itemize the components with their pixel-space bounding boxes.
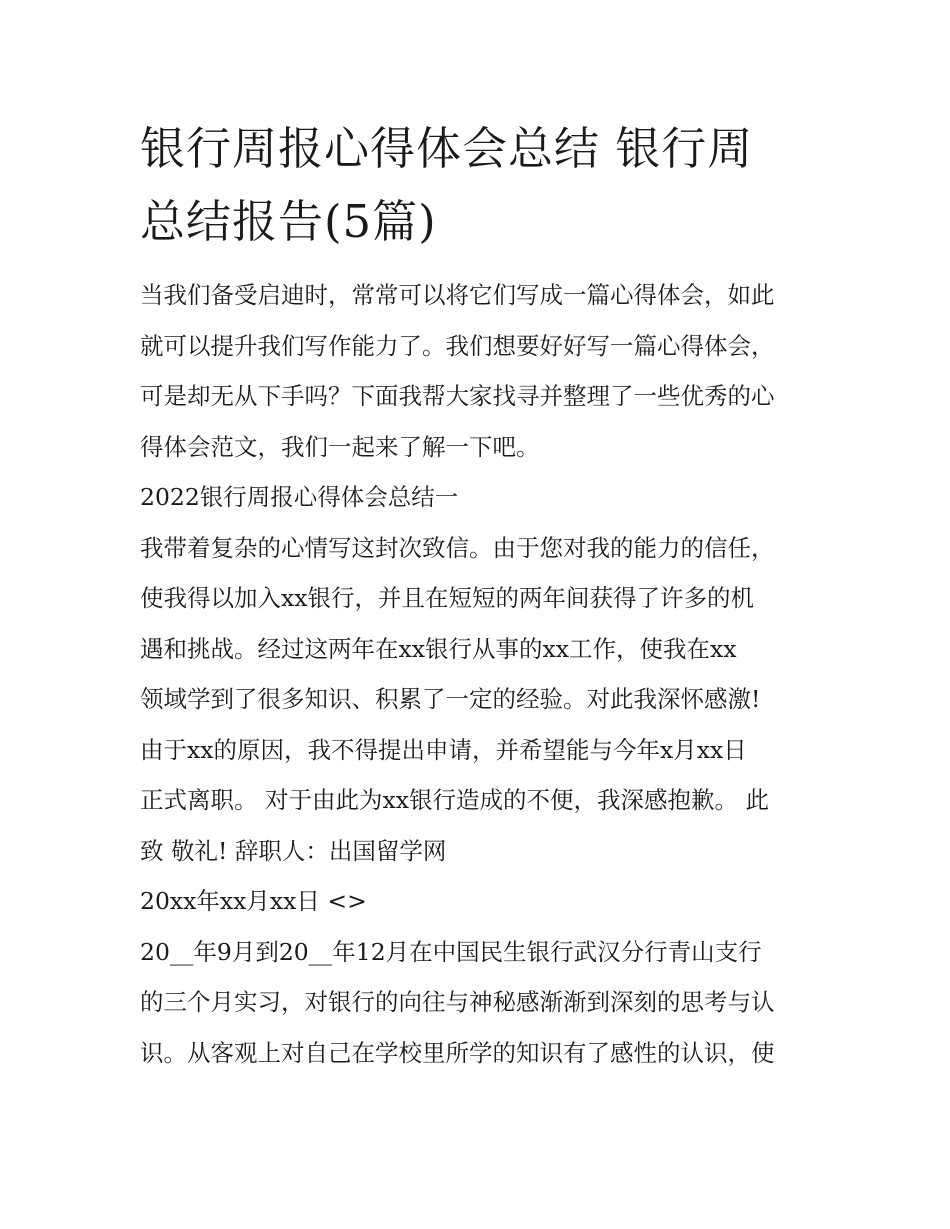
document-body [140, 270, 812, 1078]
date-line: 20xx年xx月xx日 <> [140, 887, 367, 915]
document-page [140, 112, 812, 1078]
text-line: 识。从客观上对自己在学校里所学的知识有了感性的认识，使 [140, 1038, 775, 1067]
text-line: 得体会范文，我们一起来了解一下吧。 [140, 432, 540, 461]
section-heading: 2022银行周报心得体会总结一 [140, 483, 459, 511]
title-line: 总结报告(5篇) [140, 195, 437, 248]
text-line: 的三个月实习，对银行的向往与神秘感渐渐到深刻的思考与认 [140, 988, 775, 1016]
title-line: 银行周报心得体会总结 银行周 [140, 122, 754, 175]
text-line: 由于xx的原因，我不得提出申请，并希望能与今年x月xx日 [140, 735, 747, 764]
text-line: 遇和挑战。经过这两年在xx银行从事的xx工作，使我在xx [140, 634, 737, 663]
text-line: 使我得以加入xx银行，并且在短短的两年间获得了许多的机 [140, 584, 755, 612]
text-line: 可是却无从下手吗？下面我帮大家找寻并整理了一些优秀的心 [140, 382, 775, 410]
text-line: 我带着复杂的心情写这封次致信。由于您对我的能力的信任， [140, 533, 775, 562]
text-line: 正式离职。 对于由此为xx银行造成的不便，我深感抱歉。 此 [140, 786, 769, 814]
document-title [140, 112, 812, 258]
text-line: 20__年9月到20__年12月在中国民生银行武汉分行青山支行 [140, 937, 762, 966]
text-line: 当我们备受启迪时，常常可以将它们写成一篇心得体会，如此 [140, 281, 775, 309]
text-line: 致 敬礼! 辞职人：出国留学网 [140, 836, 447, 865]
text-line: 领域学到了很多知识、积累了一定的经验。对此我深怀感激! [140, 685, 761, 713]
text-line: 就可以提升我们写作能力了。我们想要好好写一篇心得体会， [140, 331, 775, 360]
